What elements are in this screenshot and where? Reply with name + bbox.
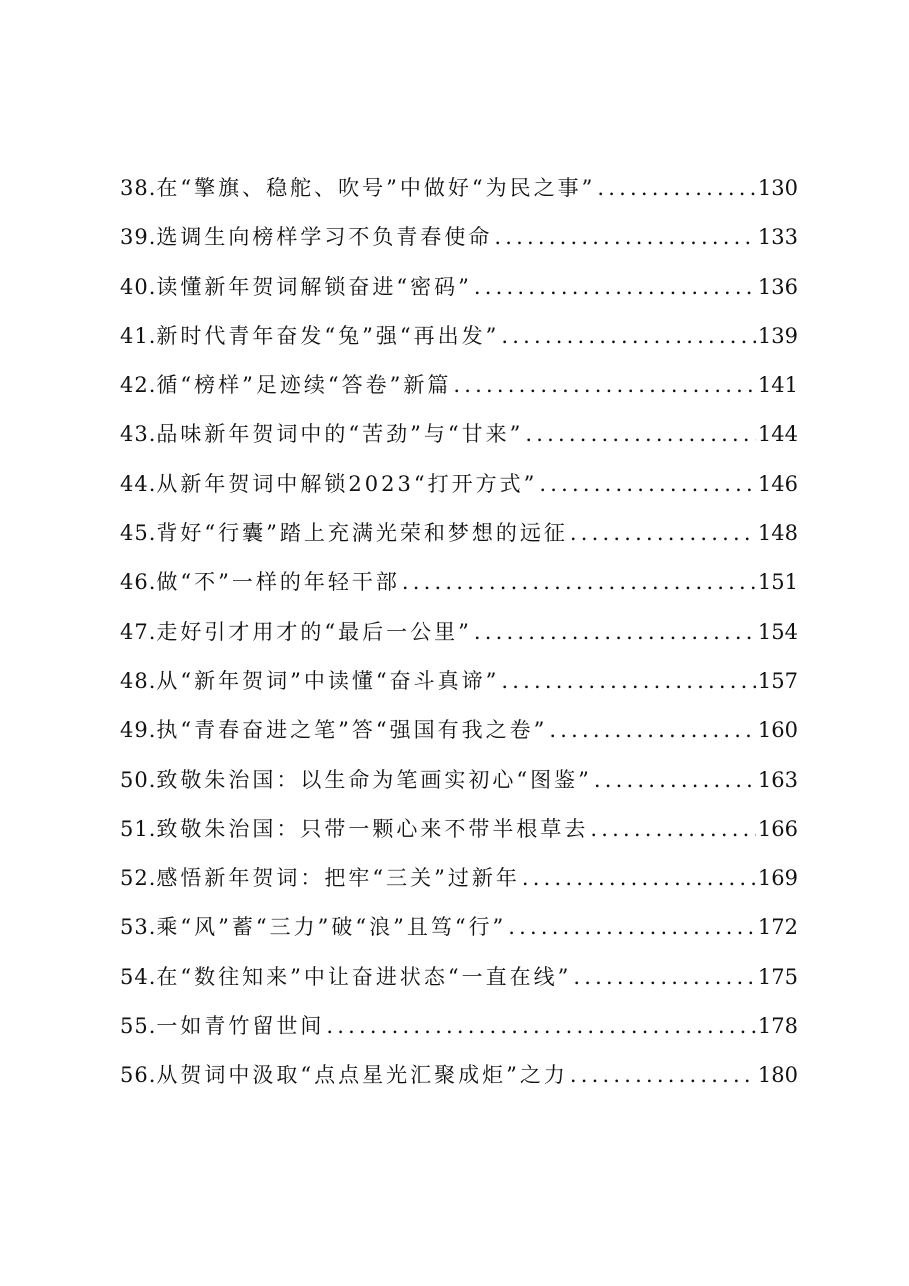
toc-entry[interactable] xyxy=(120,558,798,607)
toc-entry-title: 从“新年贺词”中读懂“奋斗真谛” xyxy=(156,668,500,693)
toc-entry[interactable] xyxy=(120,263,798,312)
toc-entry-page-number: 133 xyxy=(757,225,798,250)
toc-entry-title: 读懂新年贺词解锁奋进“密码” xyxy=(156,274,472,299)
toc-entry[interactable] xyxy=(120,312,798,361)
toc-entry-title: 做“不”一样的年轻干部 xyxy=(156,570,400,595)
toc-dot-leader xyxy=(522,854,756,903)
table-of-contents xyxy=(120,164,798,1101)
toc-dot-leader xyxy=(570,1051,756,1100)
toc-entry[interactable] xyxy=(120,805,798,854)
toc-entry-page-number: 169 xyxy=(757,866,798,891)
toc-entry-page-number: 148 xyxy=(757,521,798,546)
toc-entry-number: 38. xyxy=(120,176,157,200)
toc-entry-title: 乘“风”蓄“三力”破“浪”且笃“行” xyxy=(156,915,507,940)
toc-entry[interactable] xyxy=(120,706,798,755)
toc-entry-title: 品味新年贺词中的“苦劲”与“甘来” xyxy=(156,422,524,447)
toc-entry-number: 56. xyxy=(120,1063,157,1088)
toc-entry[interactable] xyxy=(120,854,798,903)
toc-entry-title: 在“数往知来”中让奋进状态“一直在线” xyxy=(156,964,572,989)
toc-entry-page-number: 144 xyxy=(757,422,798,447)
toc-entry-number: 55. xyxy=(120,1014,157,1039)
toc-entry-number: 43. xyxy=(120,422,157,447)
toc-entry[interactable] xyxy=(120,1002,798,1051)
toc-entry-title: 走好引才用才的“最后一公里” xyxy=(156,619,472,644)
toc-entry-page-number: 136 xyxy=(757,274,798,299)
toc-dot-leader xyxy=(494,213,756,262)
toc-dot-leader xyxy=(474,608,756,657)
toc-dot-leader xyxy=(590,805,756,854)
toc-entry-title: 背好“行囊”踏上充满光荣和梦想的远征 xyxy=(156,521,568,546)
toc-entry-page-number: 130 xyxy=(757,176,798,200)
toc-entry-title: 从贺词中汲取“点点星光汇聚成炬”之力 xyxy=(156,1063,568,1088)
toc-entry-title: 执“青春奋进之笔”答“强国有我之卷” xyxy=(156,718,548,743)
toc-entry-number: 50. xyxy=(120,767,157,792)
toc-entry[interactable] xyxy=(120,1051,798,1100)
toc-entry-title: 致敬朱治国：只带一颗心来不带半根草去 xyxy=(156,816,589,841)
toc-entry-title: 一如青竹留世间 xyxy=(156,1014,325,1039)
toc-entry[interactable] xyxy=(120,410,798,459)
toc-entry-number: 53. xyxy=(120,915,157,940)
toc-entry-number: 42. xyxy=(120,373,157,398)
toc-dot-leader xyxy=(525,410,756,459)
toc-entry-title: 选调生向榜样学习不负青春使命 xyxy=(156,225,493,250)
toc-entry-page-number: 180 xyxy=(757,1063,798,1088)
toc-entry-page-number: 166 xyxy=(757,816,798,841)
toc-entry-number: 41. xyxy=(120,323,157,348)
toc-dot-leader xyxy=(597,164,756,213)
toc-entry[interactable] xyxy=(120,756,798,805)
toc-entry-page-number: 160 xyxy=(757,718,798,743)
toc-entry-page-number: 146 xyxy=(757,471,798,496)
toc-entry-page-number: 157 xyxy=(757,668,798,693)
toc-entry-title: 感悟新年贺词：把牢“三关”过新年 xyxy=(156,866,520,891)
toc-entry-number: 51. xyxy=(120,816,157,841)
toc-dot-leader xyxy=(474,263,756,312)
toc-entry[interactable] xyxy=(120,361,798,410)
toc-entry-number: 47. xyxy=(120,619,157,644)
toc-entry-page-number: 175 xyxy=(757,964,798,989)
toc-entry-number: 44. xyxy=(120,471,157,496)
toc-dot-leader xyxy=(326,1002,756,1051)
toc-entry[interactable] xyxy=(120,657,798,706)
toc-dot-leader xyxy=(573,953,756,1002)
toc-entry-title: 新时代青年奋发“兔”强“再出发” xyxy=(156,323,500,348)
toc-entry-number: 49. xyxy=(120,718,157,743)
toc-entry-page-number: 172 xyxy=(757,915,798,940)
toc-dot-leader xyxy=(501,312,756,361)
toc-entry-title: 循“榜样”足迹续“答卷”新篇 xyxy=(156,373,452,398)
toc-entry-title: 致敬朱治国：以生命为笔画实初心“图鉴” xyxy=(156,767,592,792)
toc-dot-leader xyxy=(453,361,756,410)
toc-entry-number: 40. xyxy=(120,274,157,299)
toc-entry-number: 48. xyxy=(120,668,157,693)
toc-entry[interactable] xyxy=(120,460,798,509)
toc-entry[interactable] xyxy=(120,608,798,657)
toc-entry[interactable] xyxy=(120,509,798,558)
toc-entry[interactable] xyxy=(120,953,798,1002)
toc-entry-page-number: 141 xyxy=(757,373,798,398)
toc-entry-number: 45. xyxy=(120,521,157,546)
toc-entry-number: 52. xyxy=(120,866,157,891)
toc-dot-leader xyxy=(549,706,756,755)
toc-dot-leader xyxy=(539,460,756,509)
toc-entry[interactable] xyxy=(120,213,798,262)
toc-entry-number: 46. xyxy=(120,570,157,595)
toc-dot-leader xyxy=(594,756,756,805)
toc-entry-number: 54. xyxy=(120,964,157,989)
toc-dot-leader xyxy=(501,657,756,706)
toc-entry-title: 在“擎旗、稳舵、吹号”中做好“为民之事” xyxy=(156,176,596,200)
toc-entry-page-number: 151 xyxy=(757,570,798,595)
toc-entry-title: 从新年贺词中解锁2023“打开方式” xyxy=(156,471,538,496)
toc-dot-leader xyxy=(508,903,756,952)
toc-entry-page-number: 139 xyxy=(757,323,798,348)
toc-entry-page-number: 154 xyxy=(757,619,798,644)
toc-dot-leader xyxy=(570,509,756,558)
toc-entry-page-number: 163 xyxy=(757,767,798,792)
toc-entry-number: 39. xyxy=(120,225,157,250)
toc-entry[interactable] xyxy=(120,164,798,213)
toc-dot-leader xyxy=(402,558,756,607)
toc-entry-page-number: 178 xyxy=(757,1014,798,1039)
toc-entry[interactable] xyxy=(120,903,798,952)
